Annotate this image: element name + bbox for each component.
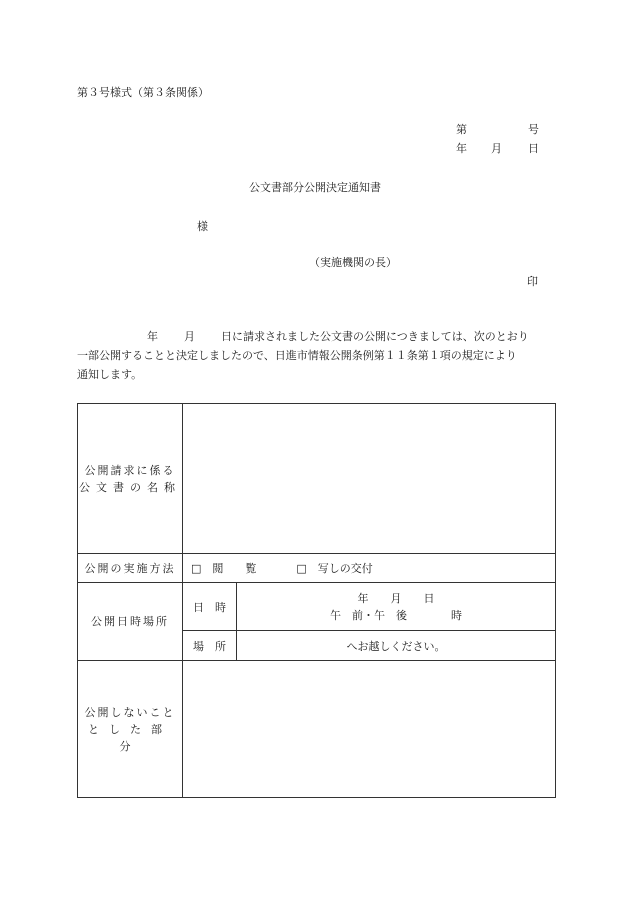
option-copy-checkbox[interactable]: □ 写しの交付 [296, 562, 373, 575]
document-name-label-b: 公文書の名称 [79, 480, 181, 494]
document-name-field[interactable] [183, 404, 556, 554]
form-number: 第３号様式（第３条関係） [77, 86, 209, 99]
document-name-label [78, 404, 183, 554]
body-line-1-text: 日に請求されました公文書の公開につきましては、次のとおり [221, 330, 529, 343]
datetime-label: 日 時 [183, 583, 237, 631]
method-label: 公開の実施方法 [78, 554, 183, 583]
row-document-name [78, 404, 556, 554]
method-options [183, 554, 556, 583]
doc-no-prefix: 第 [456, 123, 467, 136]
undisclosed-label-a: 公開しないこと [84, 705, 176, 719]
recipient-suffix: 様 [197, 220, 208, 233]
date-year: 年 [456, 142, 467, 155]
disclosure-form-table [77, 403, 556, 798]
document-number [456, 123, 539, 137]
body-line-3: 通知します。 [77, 368, 143, 381]
row-method [78, 554, 556, 583]
row-datetime [78, 583, 556, 631]
datetime-line-1: 年 月 日 [357, 591, 435, 605]
row-undisclosed [78, 661, 556, 798]
body-month: 月 [184, 330, 195, 343]
sender-org: （実施機関の長） [309, 256, 397, 269]
date-month: 月 [491, 142, 502, 155]
body-year: 年 [147, 330, 158, 343]
datetime-place-label: 公開日時場所 [78, 583, 183, 661]
document-date [456, 142, 539, 156]
date-day: 日 [528, 142, 539, 155]
document-name-label-a: 公開請求に係る [84, 463, 176, 477]
undisclosed-label-b: とした部分 [88, 722, 172, 753]
place-label: 場 所 [183, 631, 237, 661]
doc-no-suffix: 号 [528, 123, 539, 136]
document-title: 公文書部分公開決定通知書 [249, 181, 381, 194]
place-field[interactable]: へお越しください。 [237, 631, 556, 661]
datetime-line-2: 午 前・午 後 時 [330, 608, 462, 622]
undisclosed-field[interactable] [183, 661, 556, 798]
datetime-field[interactable] [237, 583, 556, 631]
option-view-checkbox[interactable]: □ 閲 覧 [191, 562, 257, 575]
seal-mark: 印 [527, 275, 538, 288]
body-line-2: 一部公開することと決定しましたので、日進市情報公開条例第１１条第１項の規定により [77, 349, 517, 362]
undisclosed-label [78, 661, 183, 798]
